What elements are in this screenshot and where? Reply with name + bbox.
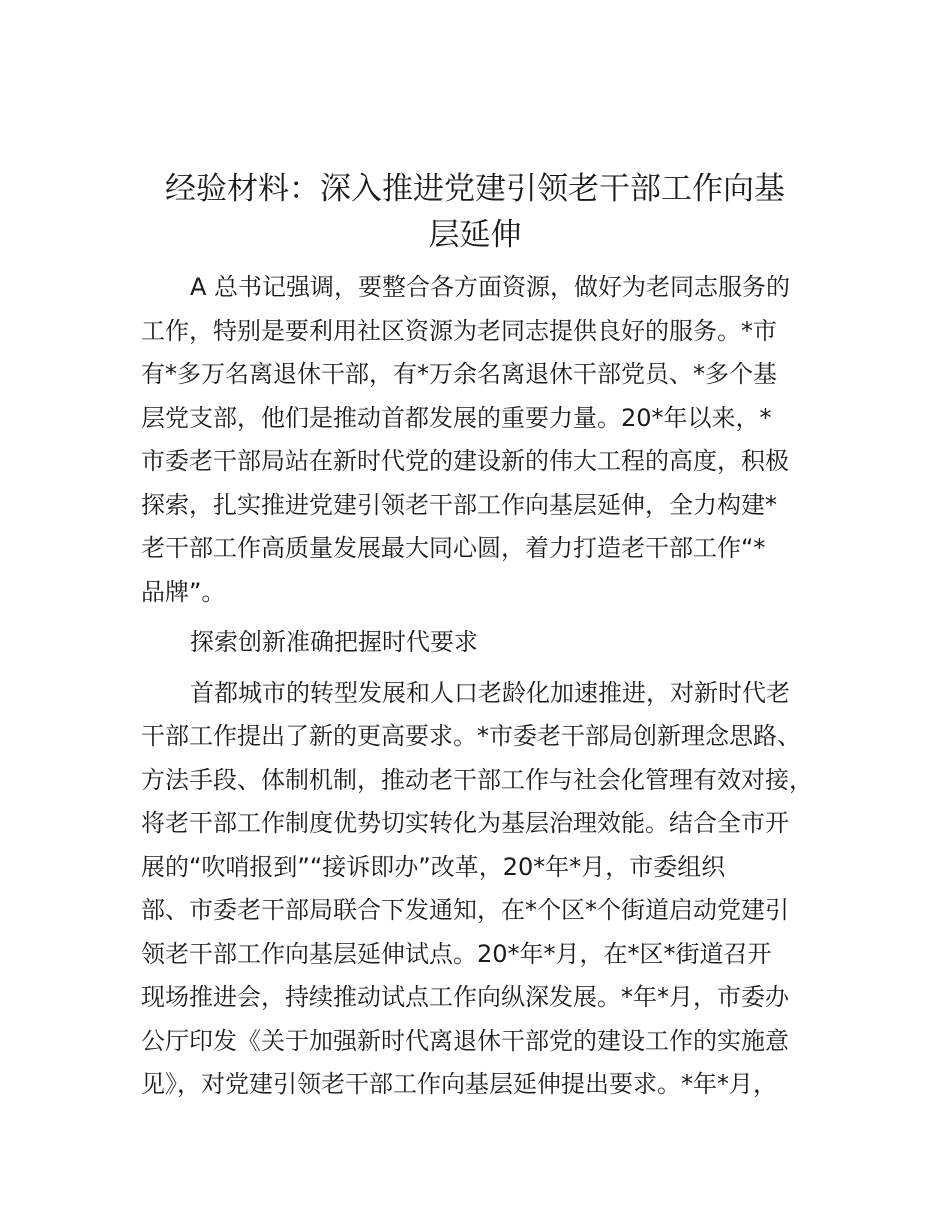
text-line: 市委老干部局站在新时代党的建设新的伟大工程的高度，积极 bbox=[141, 447, 789, 475]
text-line: 现场推进会，持续推动试点工作向纵深发展。*年*月，市委办 bbox=[141, 983, 789, 1011]
section-heading bbox=[141, 621, 831, 665]
text-line: 首都城市的转型发展和人口老龄化加速推进，对新时代老 bbox=[190, 678, 790, 707]
text-line: 将老干部工作制度优势切实转化为基层治理效能。结合全市开 bbox=[141, 809, 789, 837]
text-line: 老干部工作高质量发展最大同心圆，着力打造老干部工作“* bbox=[141, 534, 766, 562]
document-body bbox=[141, 266, 831, 1107]
text-line: 探索创新准确把握时代要求 bbox=[190, 628, 478, 656]
text-line: 领老干部工作向基层延伸试点。20*年*月，在*区*街道召开 bbox=[141, 939, 772, 968]
title-line: 经验材料：深入推进党建引领老干部工作向基 bbox=[165, 171, 785, 207]
paragraph-intro bbox=[141, 266, 831, 614]
text-line: 有*多万名离退休干部，有*万余名离退休干部党员、*多个基 bbox=[141, 360, 777, 388]
text-line: 工作，特别是要利用社区资源为老同志提供良好的服务。*市 bbox=[141, 316, 777, 345]
title-line: 层延伸 bbox=[428, 217, 522, 253]
text-line: 品牌”。 bbox=[141, 577, 226, 606]
text-line: 探索，扎实推进党建引领老干部工作向基层延伸，全力构建* bbox=[141, 490, 777, 519]
document-title bbox=[120, 166, 830, 258]
paragraph-section-body bbox=[141, 672, 831, 1107]
text-line: 展的“吹哨报到”“接诉即办”改革，20*年*月，市委组织 bbox=[141, 852, 726, 881]
text-line: 方法手段、体制机制，推动老干部工作与社会化管理有效对接， bbox=[141, 765, 813, 794]
text-line: 层党支部，他们是推动首都发展的重要力量。20*年以来，* bbox=[141, 403, 772, 432]
text-line: A 总书记强调，要整合各方面资源，做好为老同志服务的 bbox=[190, 273, 791, 301]
text-line: 部、市委老干部局联合下发通知，在*个区*个街道启动党建引 bbox=[141, 896, 789, 924]
text-line: 公厅印发《关于加强新时代离退休干部党的建设工作的实施意 bbox=[141, 1026, 789, 1055]
text-line: 见》，对党建引领老干部工作向基层延伸提出要求。*年*月， bbox=[141, 1070, 777, 1098]
text-line: 干部工作提出了新的更高要求。*市委老干部局创新理念思路、 bbox=[141, 722, 801, 750]
